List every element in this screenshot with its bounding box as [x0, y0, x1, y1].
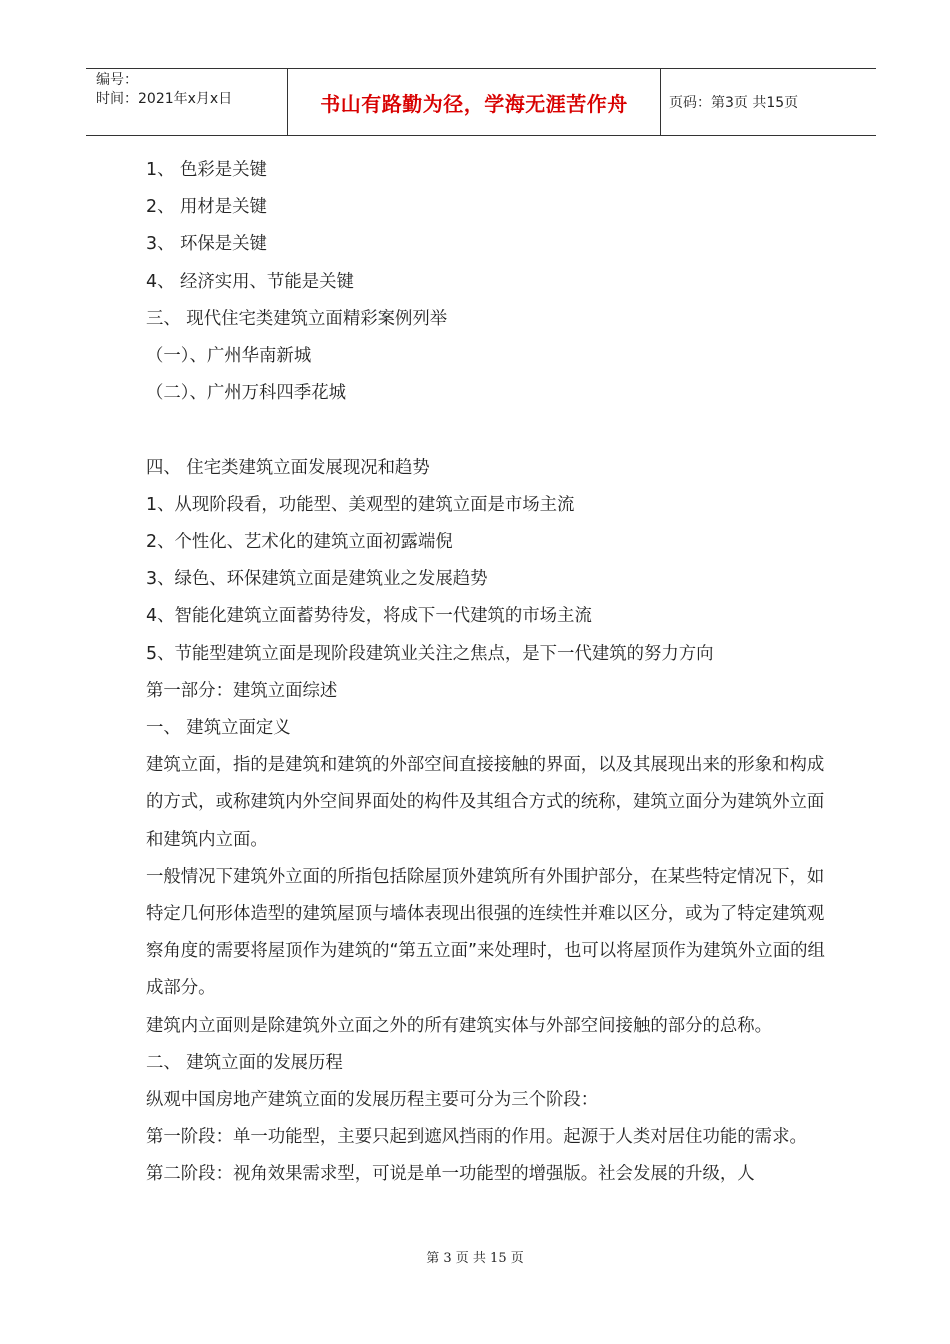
body-paragraph: 建筑内立面则是除建筑外立面之外的所有建筑实体与外部空间接触的部分的总称。: [146, 1015, 773, 1036]
page-header: [86, 68, 876, 136]
header-meta: [86, 69, 288, 135]
list-item: 4、智能化建筑立面蓄势待发，将成下一代建筑的市场主流: [146, 606, 592, 627]
header-motto-cell: [288, 69, 661, 135]
body-paragraph: 纵观中国房地产建筑立面的发展历程主要可分为三个阶段：: [146, 1090, 599, 1111]
list-item: 3、绿色、环保建筑立面是建筑业之发展趋势: [146, 569, 488, 590]
section-heading: 二、 建筑立面的发展历程: [146, 1052, 343, 1073]
body-paragraph: 第一阶段：单一功能型，主要只起到遮风挡雨的作用。起源于人类对居住功能的需求。: [146, 1127, 807, 1148]
body-paragraph: 建筑立面，指的是建筑和建筑的外部空间直接接触的界面，以及其展现出来的形象和构成的方式，或称建筑内外空间界面处的构件及其组合方式的统称，建筑立面分为建筑外立面和建筑内立面。: [146, 755, 825, 850]
section-heading: 一、 建筑立面定义: [146, 718, 291, 739]
document-number-label: 编号：: [96, 72, 138, 88]
header-page-info-cell: [661, 69, 876, 135]
body-paragraph: 第二阶段：视角效果需求型，可说是单一功能型的增强版。社会发展的升级，人: [146, 1164, 755, 1185]
page-footer: 第 3 页 共 15 页: [426, 1251, 524, 1266]
list-item: 5、节能型建筑立面是现阶段建筑业关注之焦点，是下一代建筑的努力方向: [146, 643, 714, 664]
section-heading: 三、 现代住宅类建筑立面精彩案例列举: [146, 308, 448, 329]
list-item: 3、 环保是关键: [146, 234, 267, 255]
list-item: 4、 经济实用、节能是关键: [146, 271, 354, 292]
list-item: 1、从现阶段看，功能型、美观型的建筑立面是市场主流: [146, 494, 575, 515]
document-body: [146, 152, 836, 1194]
sub-heading: （一）、广州华南新城: [146, 346, 312, 367]
list-item: 2、个性化、艺术化的建筑立面初露端倪: [146, 532, 453, 553]
header-motto: 书山有路勤为径，学海无涯苦作舟: [320, 91, 628, 116]
document-date: 时间：2021年x月x日: [96, 91, 233, 107]
section-heading: 四、 住宅类建筑立面发展现况和趋势: [146, 457, 430, 478]
list-item: 2、 用材是关键: [146, 197, 267, 218]
header-page-info: 页码：第3页 共15页: [669, 95, 799, 111]
sub-heading: （二）、广州万科四季花城: [146, 383, 346, 404]
body-paragraph: 一般情况下建筑外立面的所指包括除屋顶外建筑所有外围护部分，在某些特定情况下，如特定几何形体造型的建筑屋顶与墙体表现出很强的连续性并难以区分，或为了特定建筑观察角度的需要将屋顶作为建筑的“第五立面”来处理时，也可以将屋顶作为建筑外立面的组成部分。: [146, 866, 825, 999]
blank-line: [146, 412, 836, 449]
list-item: 1、 色彩是关键: [146, 160, 267, 180]
part-heading: 第一部分：建筑立面综述: [146, 680, 338, 701]
